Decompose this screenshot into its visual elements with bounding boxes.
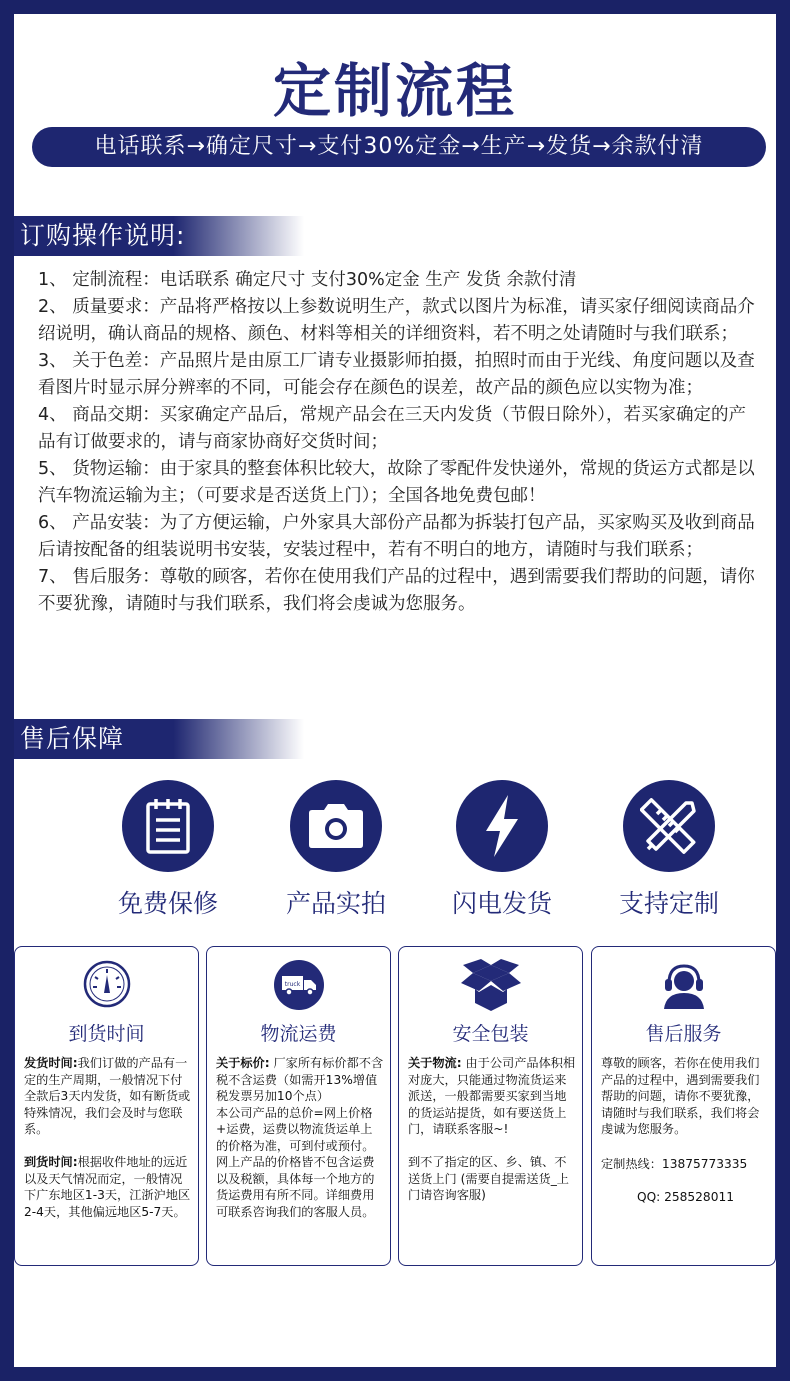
text-total-price: 本公司产品的总价=网上价格+运费，运费以物流货运单上的价格为准，可到付或预付。网上产品的价格皆不包含运费以及税额，具体每一个地方的货运费用有所不同。详细费用可联系咨询我们的客服人员。 [216,1105,375,1219]
text-ship-time: 我们订做的产品有一定的生产周期，一般情况下付全款后3天内发货，如有断货或特殊情况，我们会及时与您联系。 [24,1056,191,1136]
text-service: 尊敬的顾客，若你在使用我们产品的过程中，遇到需要我们帮助的问题，请你不要犹豫，请随时与我们联系，我们将会虔诚为您服务。 [601,1056,760,1136]
card-body [408,1055,576,1204]
order-instructions-heading: 订购操作说明: [14,216,304,256]
feature-customization [594,780,744,920]
feature-real-photos [261,780,411,920]
feature-label: 支持定制 [618,889,719,918]
feature-label: 闪电发货 [451,889,552,918]
text-logistics: 由于公司产品体积相对庞大，只能通过物流货运来派送，一般都需要买家到当地的货运站提货，如有要送货上门，请联系客服~! [408,1056,576,1136]
truck-icon [207,959,390,1011]
card-body [24,1055,192,1220]
camera-icon [290,780,382,872]
text-delivery-limit: 到不了指定的区、乡、镇、不送货上门 (需要自提需送货_上门请咨询客服) [408,1155,569,1202]
card-title: 物流运费 [260,1023,337,1045]
feature-fast-shipping [427,780,577,920]
clipboard-icon [122,780,214,872]
process-banner: 电话联系→确定尺寸→支付30%定金→生产→发货→余款付清 [32,127,766,167]
text-pricing: 厂家所有标价都不含税不含运费（如需开13%增值税发票另加10个点） [216,1056,384,1103]
instruction-item: 4、 商品交期：买家确定产品后，常规产品会在三天内发货（节假日除外），若买家确定的产品有订做要求的，请与商家协商好交货时间； [38,405,746,452]
package-box-icon [399,959,582,1011]
instruction-item: 1、 定制流程：电话联系 确定尺寸 支付30%定金 生产 发货 余款付清 [38,270,577,290]
clock-icon [15,959,198,1011]
headset-agent-icon [592,959,775,1011]
label-logistics: 关于物流: [408,1056,462,1070]
card-after-sales [591,946,776,1266]
card-title: 到货时间 [68,1023,145,1045]
qq-text: QQ: 258528011 [637,1189,734,1204]
feature-free-warranty [93,780,243,920]
card-title: 安全包装 [452,1023,529,1045]
ruler-pencil-icon [623,780,715,872]
label-arrival-time: 到货时间: [24,1155,78,1169]
page-canvas [14,14,776,1367]
instruction-item: 6、 产品安装：为了方便运输，户外家具大部份产品都为拆装打包产品，买家购买及收到商品后请按配备的组装说明书安装，安装过程中，若有不明白的地方，请随时与我们联系； [38,513,755,560]
feature-label: 产品实拍 [285,889,386,918]
instruction-item: 5、 货物运输：由于家具的整套体积比较大，故除了零配件发快递外，常规的货运方式都是以汽车物流运输为主；（可要求是否送货上门）；全国各地免费包邮！ [38,459,755,506]
feature-label: 免费保修 [117,889,218,918]
card-arrival-time [14,946,199,1266]
instruction-item: 2、 质量要求：产品将严格按以上参数说明生产，款式以图片为标准，请买家仔细阅读商品介绍说明，确认商品的规格、颜色、材料等相关的详细资料，若不明之处请随时与我们联系； [38,297,755,344]
hotline-text: 定制热线：13875773335 [601,1157,748,1171]
page-title: 定制流程 [272,57,517,125]
label-ship-time: 发货时间: [24,1056,78,1070]
label-pricing: 关于标价: [216,1056,270,1070]
order-instructions-list [38,267,758,618]
instruction-item: 3、 关于色差：产品照片是由原工厂请专业摄影师拍摄，拍照时而由于光线、角度问题以及查看图片时显示屏分辨率的不同，可能会存在颜色的误差，故产品的颜色应以实物为准； [38,351,755,398]
truck-label: truck [284,981,300,988]
card-title: 售后服务 [645,1023,722,1045]
feature-row [14,780,776,920]
card-freight [206,946,391,1266]
after-sales-heading: 售后保障 [14,719,304,759]
text-arrival-time: 根据收件地址的远近以及天气情况而定，一般情况下广东地区1-3天，江浙沪地区2-4天，其他偏远地区5-7天。 [24,1155,191,1219]
card-body [216,1055,384,1220]
lightning-icon [456,780,548,872]
card-packaging [398,946,583,1266]
instruction-item: 7、 售后服务：尊敬的顾客，若你在使用我们产品的过程中，遇到需要我们帮助的问题，请你不要犹豫，请随时与我们联系，我们将会虔诚为您服务。 [38,567,755,614]
card-body [601,1055,769,1205]
